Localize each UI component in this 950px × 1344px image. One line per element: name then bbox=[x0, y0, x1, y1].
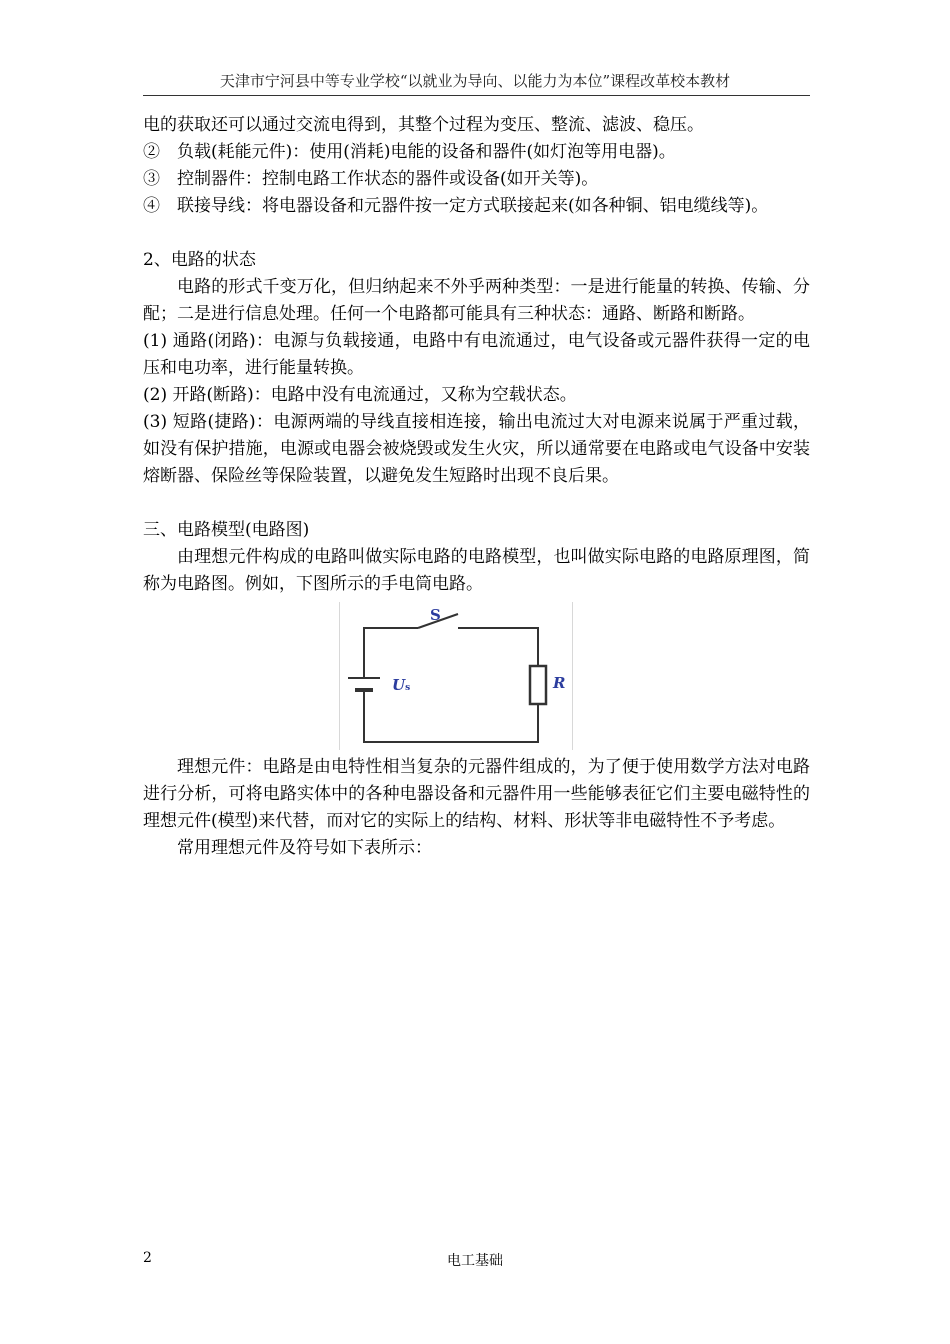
list-item-open-circuit: (2) 开路(断路)：电路中没有电流通过，又称为空载状态。 bbox=[143, 385, 577, 405]
source-label bbox=[392, 678, 410, 696]
spacer bbox=[143, 490, 810, 517]
resistor-label: R bbox=[553, 674, 566, 692]
list-item-closed-circuit: (1) 通路(闭路)：电源与负载接通，电路中有电流通过，电气设备或元器件获得一定的电压和电功率，进行能量转换。 bbox=[143, 331, 810, 378]
circuit-diagram bbox=[340, 602, 572, 750]
running-header: 天津市宁河县中等专业学校“以就业为导向、以能力为本位”课程改革校本教材 bbox=[219, 72, 731, 90]
list-item-control: ③ 控制器件：控制电路工作状态的器件或设备(如开关等)。 bbox=[143, 169, 599, 189]
list-item-wires: ④ 联接导线：将电器设备和元器件按一定方式联接起来(如各种铜、铝电缆线等)。 bbox=[143, 196, 769, 216]
list-item-short-circuit: (3) 短路(捷路)：电源两端的导线直接相连接，输出电流过大对电源来说属于严重过载，如没有保护措施，电源或电器会被烧毁或发生火灾，所以通常要在电路或电气设备中安装熔断器、保险丝等保险装置，以避免发生短路时出现不良后果。 bbox=[143, 412, 810, 486]
wire-top-right bbox=[458, 628, 538, 666]
section-heading-circuit-model: 三、电路模型(电路图) bbox=[143, 520, 310, 540]
paragraph-table-intro: 常用理想元件及符号如下表所示： bbox=[177, 838, 432, 858]
flashlight-circuit-figure bbox=[339, 602, 573, 750]
page-number: 2 bbox=[143, 1250, 152, 1266]
resistor-symbol bbox=[530, 666, 546, 704]
paragraph-ideal-elements: 理想元件：电路是由电特性相当复杂的元器件组成的，为了便于使用数学方法对电路进行分析，可将电路实体中的各种电器设备和元器件用一些能够表征它们主要电磁特性的理想元件(模型)来代替，而对它的实际上的结构、材料、形状等非电磁特性不予考虑。 bbox=[143, 757, 810, 831]
spacer bbox=[143, 220, 810, 247]
header-rule bbox=[143, 95, 810, 96]
paragraph-power-source: 电的获取还可以通过交流电得到，其整个过程为变压、整流、滤波、稳压。 bbox=[143, 115, 704, 135]
footer-book-title: 电工基础 bbox=[447, 1253, 503, 1269]
paragraph-circuit-model: 由理想元件构成的电路叫做实际电路的电路模型，也叫做实际电路的电路原理图，简称为电路图。例如，下图所示的手电筒电路。 bbox=[143, 547, 810, 594]
switch-label: S bbox=[430, 606, 441, 624]
wire-top-left bbox=[364, 628, 418, 678]
page-content bbox=[143, 112, 810, 862]
wire-right-bottom bbox=[364, 690, 538, 742]
source-label-main: U bbox=[392, 676, 406, 694]
section-heading-circuit-states: 2、电路的状态 bbox=[143, 250, 256, 270]
paragraph-circuit-states: 电路的形式千变万化，但归纳起来不外乎两种类型：一是进行能量的转换、传输、分配；二是进行信息处理。任何一个电路都可能具有三种状态：通路、断路和断路。 bbox=[143, 277, 810, 324]
source-label-subscript: s bbox=[405, 683, 411, 693]
list-item-load: ② 负载(耗能元件)：使用(消耗)电能的设备和器件(如灯泡等用电器)。 bbox=[143, 142, 676, 162]
